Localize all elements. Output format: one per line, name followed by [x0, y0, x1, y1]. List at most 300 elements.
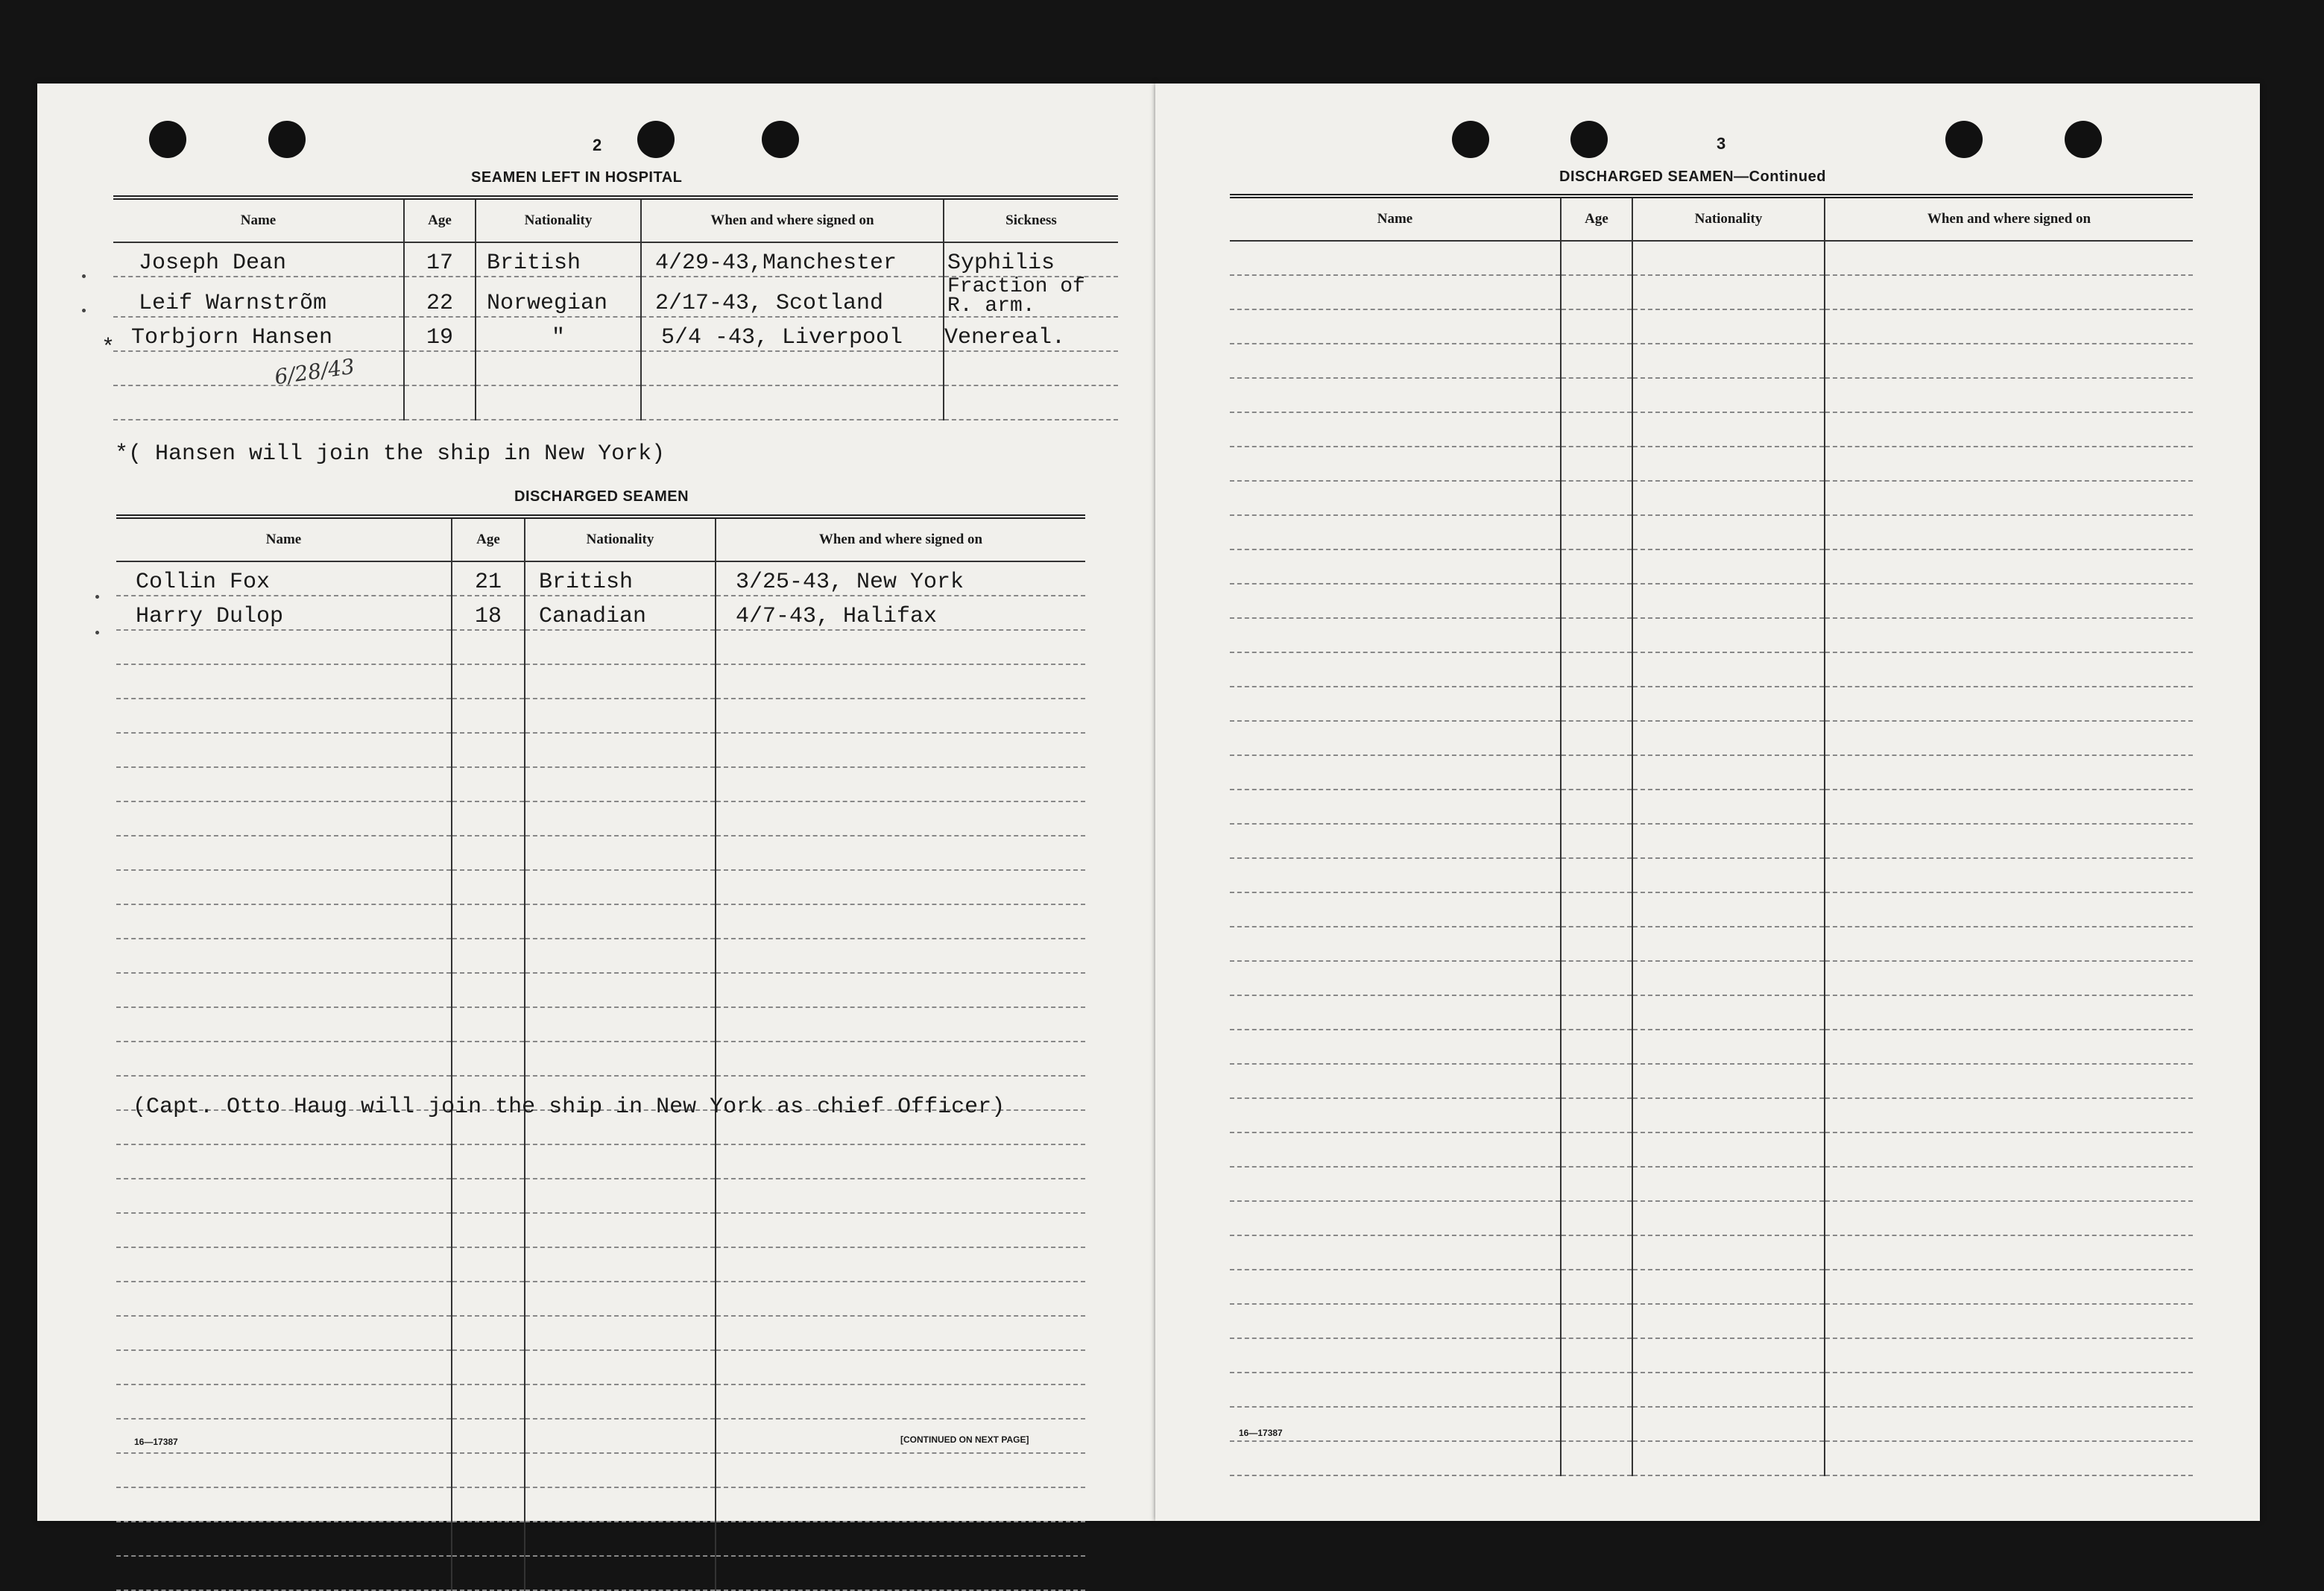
blank-cell	[1825, 412, 2193, 447]
col-signed-on-header: When and where signed on	[1825, 196, 2193, 241]
blank-cell	[1632, 344, 1825, 378]
blank-cell	[1561, 892, 1632, 927]
blank-cell	[1230, 687, 1561, 721]
blank-cell	[116, 1007, 452, 1042]
blank-cell	[1561, 961, 1632, 995]
seaman-name: Torbjorn Hansen	[113, 317, 404, 351]
blank-cell	[1561, 584, 1632, 618]
form-code: 16—17387	[134, 1437, 178, 1447]
blank-cell	[1561, 241, 1632, 275]
blank-cell	[1230, 858, 1561, 892]
seaman-name: Harry Dulop	[116, 596, 452, 630]
blank-cell	[1230, 961, 1561, 995]
blank-cell	[1230, 790, 1561, 824]
blank-cell	[525, 836, 716, 870]
seaman-name: Joseph Dean	[113, 242, 404, 277]
blank-cell	[525, 767, 716, 801]
blank-cell	[1230, 1167, 1561, 1201]
blank-cell	[1561, 1030, 1632, 1064]
table-row	[116, 1556, 1085, 1590]
blank-cell	[1825, 824, 2193, 858]
blank-cell	[1632, 1304, 1825, 1338]
punch-hole	[1570, 121, 1608, 158]
blank-cell	[1825, 481, 2193, 515]
blank-cell	[1561, 721, 1632, 755]
blank-cell	[1230, 275, 1561, 309]
discharged-header-row	[116, 517, 1085, 561]
blank-cell	[1632, 481, 1825, 515]
blank-cell	[1561, 1098, 1632, 1132]
right-page	[1155, 84, 2260, 1521]
col-nationality-header: Nationality	[525, 517, 716, 561]
blank-cell	[1561, 1270, 1632, 1304]
blank-cell	[1230, 1235, 1561, 1270]
col-signed-on-header: When and where signed on	[641, 198, 944, 242]
blank-cell	[1230, 618, 1561, 652]
blank-cell	[452, 1179, 525, 1213]
blank-cell	[452, 699, 525, 733]
blank-cell	[1632, 515, 1825, 549]
blank-cell	[1825, 241, 2193, 275]
blank-cell	[1230, 1132, 1561, 1167]
hospital-caption: SEAMEN LEFT IN HOSPITAL	[471, 169, 683, 186]
blank-cell	[1825, 378, 2193, 412]
blank-cell	[1632, 309, 1825, 344]
blank-cell	[716, 1316, 1085, 1350]
blank-cell	[525, 1144, 716, 1179]
blank-cell	[1230, 309, 1561, 344]
blank-cell	[1632, 927, 1825, 961]
blank-cell	[452, 1350, 525, 1384]
blank-cell	[1825, 1167, 2193, 1201]
blank-cell	[525, 664, 716, 699]
blank-cell	[116, 836, 452, 870]
table-row	[116, 699, 1085, 733]
seaman-age: 21	[452, 561, 525, 596]
blank-cell	[1561, 447, 1632, 481]
blank-cell	[1825, 344, 2193, 378]
blank-cell	[1230, 1338, 1561, 1373]
table-row	[116, 870, 1085, 904]
blank-cell	[1561, 687, 1632, 721]
table-row	[116, 836, 1085, 870]
hospital-table	[113, 195, 1118, 420]
blank-cell	[1561, 549, 1632, 584]
table-row	[1230, 1132, 2193, 1167]
seaman-sickness: Venereal.	[944, 317, 1118, 351]
table-row	[1230, 584, 2193, 618]
punch-hole	[762, 121, 799, 158]
blank-cell	[1230, 1030, 1561, 1064]
col-age-header: Age	[452, 517, 525, 561]
blank-cell	[116, 1179, 452, 1213]
blank-cell	[1632, 275, 1825, 309]
blank-cell	[1825, 652, 2193, 687]
blank-cell	[452, 1487, 525, 1522]
table-row	[113, 385, 1118, 420]
blank-cell	[1632, 1201, 1825, 1235]
table-row	[1230, 344, 2193, 378]
blank-cell	[452, 1316, 525, 1350]
blank-cell	[1632, 1338, 1825, 1373]
table-row	[1230, 858, 2193, 892]
table-row	[1230, 652, 2193, 687]
blank-cell	[1632, 995, 1825, 1030]
blank-cell	[525, 1419, 716, 1453]
table-row	[1230, 447, 2193, 481]
blank-cell	[525, 699, 716, 733]
blank-cell	[1825, 1235, 2193, 1270]
blank-cell	[452, 801, 525, 836]
blank-cell	[1825, 1441, 2193, 1475]
blank-cell	[1230, 927, 1561, 961]
table-row	[1230, 1167, 2193, 1201]
blank-cell	[1632, 1064, 1825, 1098]
seaman-nationality: Canadian	[525, 596, 716, 630]
blank-cell	[525, 1042, 716, 1076]
blank-cell	[1632, 549, 1825, 584]
blank-cell	[1561, 927, 1632, 961]
blank-cell	[116, 1282, 452, 1316]
blank-cell	[452, 1007, 525, 1042]
table-row	[1230, 1338, 2193, 1373]
blank-cell	[1230, 515, 1561, 549]
blank-cell	[525, 973, 716, 1007]
blank-cell	[452, 664, 525, 699]
blank-cell	[1561, 995, 1632, 1030]
blank-cell	[1230, 241, 1561, 275]
blank-cell	[716, 801, 1085, 836]
blank-cell	[1561, 858, 1632, 892]
blank-cell	[1230, 755, 1561, 790]
blank-cell	[716, 1350, 1085, 1384]
blank-cell	[1632, 378, 1825, 412]
table-row	[1230, 549, 2193, 584]
table-row	[1230, 275, 2193, 309]
blank-cell	[716, 1556, 1085, 1590]
col-nationality-header: Nationality	[1632, 196, 1825, 241]
seaman-signed-on: 2/17-43, Scotland	[641, 277, 944, 317]
table-row	[1230, 1373, 2193, 1407]
seaman-age: 22	[404, 277, 476, 317]
seaman-sickness: Syphilis	[944, 242, 1118, 277]
blank-cell	[1825, 961, 2193, 995]
hospital-header-row	[113, 198, 1118, 242]
blank-cell	[1825, 309, 2193, 344]
table-row	[1230, 1030, 2193, 1064]
blank-cell	[525, 1179, 716, 1213]
table-row	[1230, 515, 2193, 549]
blank-cell	[1230, 447, 1561, 481]
star-mark: *	[101, 335, 116, 361]
table-row	[116, 1487, 1085, 1522]
punch-hole	[1945, 121, 1983, 158]
seaman-age: 17	[404, 242, 476, 277]
blank-cell	[716, 1522, 1085, 1556]
table-row	[116, 1453, 1085, 1487]
table-row	[116, 1213, 1085, 1247]
page-number: 3	[1717, 134, 1726, 153]
blank-cell	[452, 904, 525, 939]
blank-cell	[452, 1144, 525, 1179]
blank-cell	[1825, 1201, 2193, 1235]
col-signed-on-header: When and where signed on	[716, 517, 1085, 561]
blank-cell	[716, 1487, 1085, 1522]
blank-cell	[116, 1419, 452, 1453]
seaman-name: Collin Fox	[116, 561, 452, 596]
blank-cell	[716, 1179, 1085, 1213]
margin-dot	[82, 274, 86, 278]
blank-cell	[1632, 721, 1825, 755]
table-row	[1230, 618, 2193, 652]
table-row	[1230, 790, 2193, 824]
blank-cell	[1561, 1338, 1632, 1373]
blank-cell	[1825, 755, 2193, 790]
table-row	[116, 733, 1085, 767]
blank-cell	[1230, 1201, 1561, 1235]
blank-cell	[1632, 824, 1825, 858]
blank-cell	[1825, 721, 2193, 755]
seaman-sickness: Fraction of R. arm.	[944, 277, 1118, 317]
blank-cell	[452, 733, 525, 767]
table-row	[116, 1384, 1085, 1419]
punch-hole	[637, 121, 675, 158]
table-row	[1230, 721, 2193, 755]
blank-cell	[1561, 1235, 1632, 1270]
blank-cell	[1230, 1441, 1561, 1475]
table-row	[1230, 1441, 2193, 1475]
seaman-nationality: Norwegian	[476, 277, 641, 317]
blank-cell	[1561, 790, 1632, 824]
table-row	[1230, 995, 2193, 1030]
blank-cell	[1561, 275, 1632, 309]
table-row	[116, 596, 1085, 630]
blank-cell	[1230, 584, 1561, 618]
table-row	[1230, 481, 2193, 515]
seaman-signed-on: 3/25-43, New York	[716, 561, 1085, 596]
blank-cell	[1230, 344, 1561, 378]
blank-cell	[525, 1282, 716, 1316]
blank-cell	[116, 699, 452, 733]
blank-cell	[1632, 1235, 1825, 1270]
blank-cell	[1230, 1098, 1561, 1132]
col-age-header: Age	[1561, 196, 1632, 241]
blank-cell	[1230, 652, 1561, 687]
blank-cell	[1561, 309, 1632, 344]
blank-cell	[1825, 927, 2193, 961]
blank-cell	[116, 870, 452, 904]
blank-cell	[452, 973, 525, 1007]
discharged-continued-table	[1230, 194, 2193, 1476]
blank-cell	[116, 973, 452, 1007]
blank-cell	[716, 1247, 1085, 1282]
blank-cell	[1561, 1201, 1632, 1235]
blank-cell	[1825, 1407, 2193, 1441]
blank-cell	[716, 630, 1085, 664]
col-name-header: Name	[113, 198, 404, 242]
blank-cell	[1632, 584, 1825, 618]
page-number: 2	[593, 136, 602, 154]
blank-cell	[1561, 344, 1632, 378]
table-row	[116, 1282, 1085, 1316]
blank-cell	[1632, 892, 1825, 927]
table-row	[116, 561, 1085, 596]
blank-cell	[1825, 447, 2193, 481]
punch-hole	[2065, 121, 2102, 158]
blank-cell	[1561, 652, 1632, 687]
blank-cell	[1825, 618, 2193, 652]
blank-cell	[525, 1213, 716, 1247]
table-row	[1230, 961, 2193, 995]
blank-cell	[716, 973, 1085, 1007]
blank-cell	[1632, 1167, 1825, 1201]
blank-cell	[116, 1213, 452, 1247]
table-row	[113, 242, 1118, 277]
blank-cell	[525, 1522, 716, 1556]
blank-cell	[1230, 824, 1561, 858]
blank-cell	[1561, 1132, 1632, 1167]
blank-cell	[1561, 412, 1632, 447]
blank-cell	[452, 836, 525, 870]
blank-cell	[1561, 755, 1632, 790]
blank-cell	[116, 630, 452, 664]
blank-cell	[1632, 755, 1825, 790]
table-row	[113, 351, 1118, 385]
blank-cell	[716, 1213, 1085, 1247]
table-row	[116, 767, 1085, 801]
table-row	[1230, 1201, 2193, 1235]
blank-cell	[1825, 1030, 2193, 1064]
blank-cell	[525, 1350, 716, 1384]
blank-cell	[716, 1007, 1085, 1042]
discharged-continued-caption: DISCHARGED SEAMEN—Continued	[1559, 168, 1826, 185]
blank-cell	[716, 939, 1085, 973]
blank-cell	[452, 1247, 525, 1282]
blank-cell	[1825, 275, 2193, 309]
blank-cell	[1561, 1167, 1632, 1201]
blank-cell	[716, 836, 1085, 870]
blank-cell	[1632, 1407, 1825, 1441]
table-row	[113, 277, 1118, 317]
margin-dot	[95, 631, 99, 634]
blank-cell	[1561, 824, 1632, 858]
hospital-footnote: *( Hansen will join the ship in New York)	[115, 441, 666, 467]
table-row	[1230, 927, 2193, 961]
table-row	[116, 1247, 1085, 1282]
blank-cell	[525, 1316, 716, 1350]
blank-cell	[116, 1316, 452, 1350]
blank-cell	[1632, 241, 1825, 275]
table-row	[116, 1144, 1085, 1179]
left-page	[37, 84, 1155, 1521]
blank-cell	[452, 1384, 525, 1419]
table-row	[1230, 1235, 2193, 1270]
blank-cell	[1632, 961, 1825, 995]
blank-cell	[1632, 618, 1825, 652]
blank-cell	[1230, 892, 1561, 927]
blank-cell	[116, 1247, 452, 1282]
blank-cell	[716, 1453, 1085, 1487]
col-name-header: Name	[116, 517, 452, 561]
table-row	[116, 1179, 1085, 1213]
blank-cell	[452, 870, 525, 904]
blank-cell	[1825, 515, 2193, 549]
table-row	[1230, 378, 2193, 412]
table-row	[1230, 892, 2193, 927]
blank-cell	[1230, 481, 1561, 515]
blank-cell	[716, 664, 1085, 699]
blank-cell	[1632, 1098, 1825, 1132]
blank-cell	[1825, 1338, 2193, 1373]
blank-cell	[116, 1042, 452, 1076]
blank-cell	[525, 904, 716, 939]
table-row	[1230, 1270, 2193, 1304]
blank-cell	[716, 1042, 1085, 1076]
blank-cell	[1561, 1407, 1632, 1441]
blank-cell	[525, 870, 716, 904]
blank-cell	[116, 939, 452, 973]
blank-cell	[1632, 1373, 1825, 1407]
table-row	[116, 939, 1085, 973]
table-row	[116, 664, 1085, 699]
table-row	[1230, 687, 2193, 721]
blank-cell	[452, 767, 525, 801]
blank-cell	[1825, 1304, 2193, 1338]
blank-cell	[1632, 687, 1825, 721]
blank-cell	[525, 1453, 716, 1487]
col-age-header: Age	[404, 198, 476, 242]
punch-hole	[149, 121, 186, 158]
blank-cell	[716, 699, 1085, 733]
table-row	[113, 317, 1118, 351]
blank-cell	[1632, 652, 1825, 687]
blank-cell	[716, 1144, 1085, 1179]
seaman-nationality: British	[525, 561, 716, 596]
blank-cell	[1230, 412, 1561, 447]
discharged-caption: DISCHARGED SEAMEN	[514, 488, 689, 505]
blank-cell	[116, 1144, 452, 1179]
blank-cell	[1632, 447, 1825, 481]
blank-cell	[116, 733, 452, 767]
blank-cell	[716, 1384, 1085, 1419]
table-row	[1230, 755, 2193, 790]
table-row	[1230, 1407, 2193, 1441]
margin-dot	[95, 595, 99, 599]
table-row	[116, 1007, 1085, 1042]
table-row	[116, 1350, 1085, 1384]
blank-cell	[525, 939, 716, 973]
blank-cell	[1632, 1270, 1825, 1304]
blank-cell	[1561, 1304, 1632, 1338]
table-row	[116, 1522, 1085, 1556]
blank-cell	[116, 1556, 452, 1590]
blank-cell	[116, 1453, 452, 1487]
col-name-header: Name	[1230, 196, 1561, 241]
blank-cell	[452, 1453, 525, 1487]
blank-cell	[525, 1487, 716, 1522]
blank-cell	[1632, 858, 1825, 892]
blank-cell	[1561, 515, 1632, 549]
table-row	[1230, 1064, 2193, 1098]
seaman-age: 19	[404, 317, 476, 351]
punch-hole	[1452, 121, 1489, 158]
blank-cell	[525, 1007, 716, 1042]
blank-cell	[1561, 481, 1632, 515]
blank-cell	[1825, 549, 2193, 584]
table-row	[1230, 412, 2193, 447]
blank-cell	[716, 767, 1085, 801]
blank-cell	[452, 1282, 525, 1316]
